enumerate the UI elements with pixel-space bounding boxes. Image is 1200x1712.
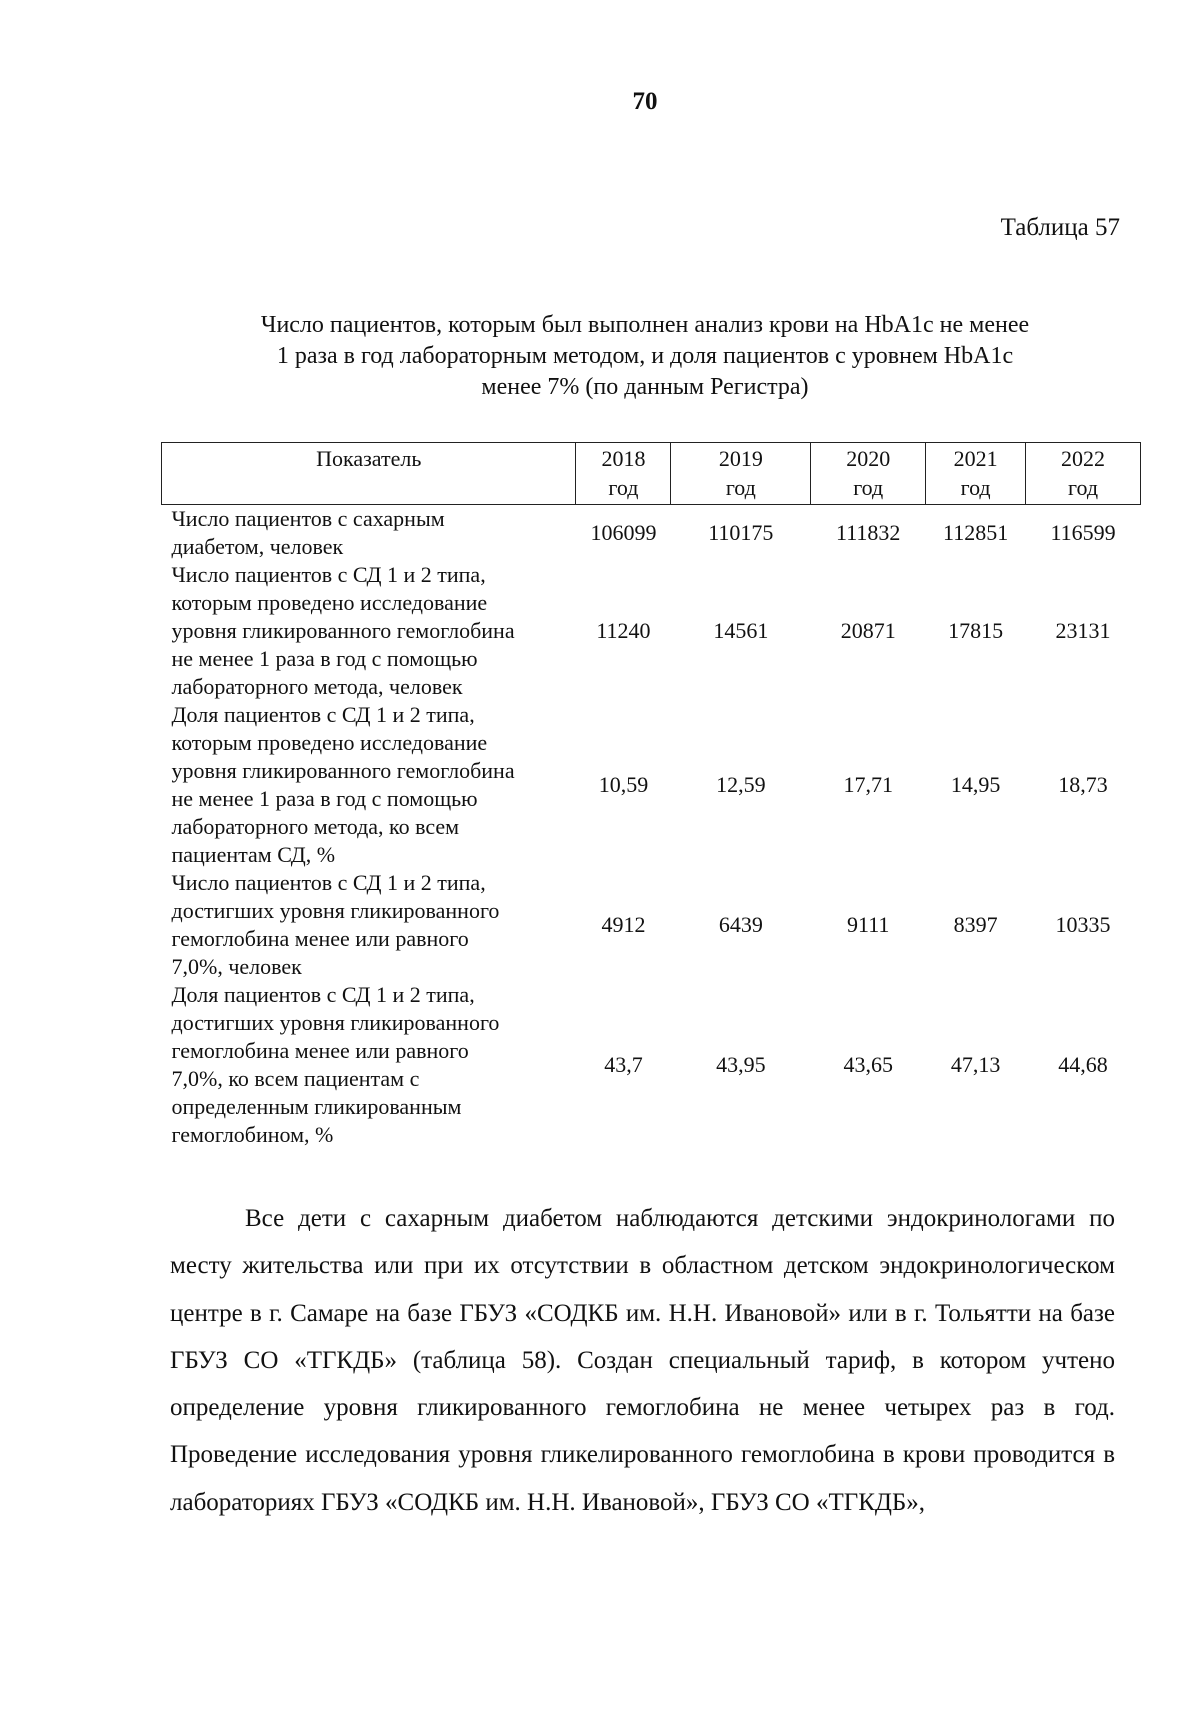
header-year: 2022	[1061, 446, 1106, 471]
body-paragraph: Все дети с сахарным диабетом наблюдаются детскими эндокринологами по месту жительства или при их отсутствии в областном детском эндокринологическом центре в г. Самаре на базе ГБУЗ «СОДКБ им. Н.Н. Ивановой» или в г. Тольятти на базе ГБУЗ СО «ТГКДБ» (таблица 58). Создан специальный тариф, в котором учтено определение уровня гликированного гемоглобина не менее четырех раз в год. Проведение исследования уровня гликелированного гемоглобина в крови проводится в лабораториях ГБУЗ «СОДКБ им. Н.Н. Ивановой», ГБУЗ СО «ТГКДБ»,	[170, 1205, 1115, 1516]
cell-value: 110175	[708, 520, 774, 545]
header-year: 2021	[953, 446, 998, 471]
header-year-unit: год	[725, 475, 756, 500]
table-body	[162, 505, 1141, 1150]
table-title-line: 1 раза в год лабораторным методом, и доля пациентов с уровнем HbA1c	[276, 343, 1014, 369]
row-label-line: лабораторного метода, человек	[171, 674, 463, 699]
row-label	[162, 561, 576, 701]
cell-value: 111832	[836, 520, 901, 545]
row-label-line: не менее 1 раза в год с помощью	[171, 646, 478, 671]
row-label	[162, 701, 576, 869]
cell-value: 116599	[1050, 520, 1116, 545]
table-title-line: менее 7% (по данным Регистра)	[481, 374, 809, 400]
row-label-line: Число пациентов с СД 1 и 2 типа,	[171, 870, 486, 895]
cell-value: 112851	[943, 520, 1009, 545]
header-year-unit: год	[1068, 475, 1099, 500]
table-title-line: Число пациентов, которым был выполнен анализ крови на HbA1c не менее	[260, 312, 1030, 338]
row-label-line: 7,0%, ко всем пациентам с	[171, 1066, 420, 1091]
table-row	[162, 561, 1141, 701]
cell-value: 23131	[1055, 618, 1111, 643]
cell-value: 14561	[713, 618, 769, 643]
header-year-2019	[671, 443, 811, 505]
row-label-line: диабетом, человек	[171, 534, 344, 559]
cell-value: 4912	[601, 912, 646, 937]
row-label-line: гемоглобина менее или равного	[171, 926, 469, 951]
page-number: 70	[632, 88, 658, 115]
header-year-unit: год	[608, 475, 639, 500]
cell-value: 43,65	[843, 1052, 893, 1077]
row-label-line: Доля пациентов с СД 1 и 2 типа,	[171, 702, 475, 727]
row-label-line: пациентам СД, %	[171, 842, 336, 867]
data-table	[161, 442, 1141, 1149]
row-label-line: Число пациентов с СД 1 и 2 типа,	[171, 562, 486, 587]
cell-value: 10,59	[598, 772, 649, 797]
table-row	[162, 701, 1141, 869]
row-label-line: 7,0%, человек	[171, 954, 302, 979]
cell-value: 8397	[953, 912, 998, 937]
row-label-line: которым проведено исследование	[171, 590, 488, 615]
header-year-unit: год	[960, 475, 991, 500]
table-number: Таблица 57	[1000, 214, 1120, 241]
header-indicator: Показатель	[162, 443, 576, 505]
row-label-line: достигших уровня гликированного	[171, 898, 500, 923]
row-label	[162, 505, 576, 562]
row-label-line: уровня гликированного гемоглобина	[171, 758, 515, 783]
row-label-line: не менее 1 раза в год с помощью	[171, 786, 478, 811]
cell-value: 106099	[590, 520, 657, 545]
row-label-line: лабораторного метода, ко всем	[171, 814, 460, 839]
table-row	[162, 505, 1141, 562]
cell-value: 17815	[948, 618, 1004, 643]
table-row	[162, 869, 1141, 981]
row-label-line: гемоглобином, %	[171, 1122, 334, 1147]
header-year-2022	[1026, 443, 1141, 505]
row-label-line: Доля пациентов с СД 1 и 2 типа,	[171, 982, 475, 1007]
header-year-unit: год	[853, 475, 884, 500]
cell-value: 11240	[596, 618, 651, 643]
cell-value: 9111	[847, 912, 890, 937]
row-label-line: которым проведено исследование	[171, 730, 488, 755]
table-row	[162, 981, 1141, 1149]
cell-value: 6439	[718, 912, 763, 937]
row-label	[162, 869, 576, 981]
cell-value: 44,68	[1058, 1052, 1108, 1077]
row-label-line: Число пациентов с сахарным	[171, 506, 445, 531]
cell-value: 43,95	[716, 1052, 766, 1077]
cell-value: 20871	[840, 618, 896, 643]
cell-value: 18,73	[1058, 772, 1108, 797]
cell-value: 14,95	[950, 772, 1001, 797]
cell-value: 10335	[1055, 912, 1111, 937]
row-label-line: гемоглобина менее или равного	[171, 1038, 469, 1063]
row-label	[162, 981, 576, 1149]
header-year-2021	[926, 443, 1026, 505]
row-label-line: определенным гликированным	[171, 1094, 462, 1119]
header-year-2020	[811, 443, 926, 505]
table-title	[170, 310, 1120, 403]
cell-value: 12,59	[716, 772, 766, 797]
table-header-row	[162, 443, 1141, 505]
cell-value: 17,71	[843, 772, 893, 797]
row-label-line: достигших уровня гликированного	[171, 1010, 500, 1035]
header-year-2018	[576, 443, 671, 505]
header-year: 2020	[846, 446, 891, 471]
row-label-line: уровня гликированного гемоглобина	[171, 618, 515, 643]
header-year: 2019	[718, 446, 763, 471]
cell-value: 43,7	[604, 1052, 643, 1077]
header-year: 2018	[601, 446, 646, 471]
cell-value: 47,13	[950, 1052, 1001, 1077]
